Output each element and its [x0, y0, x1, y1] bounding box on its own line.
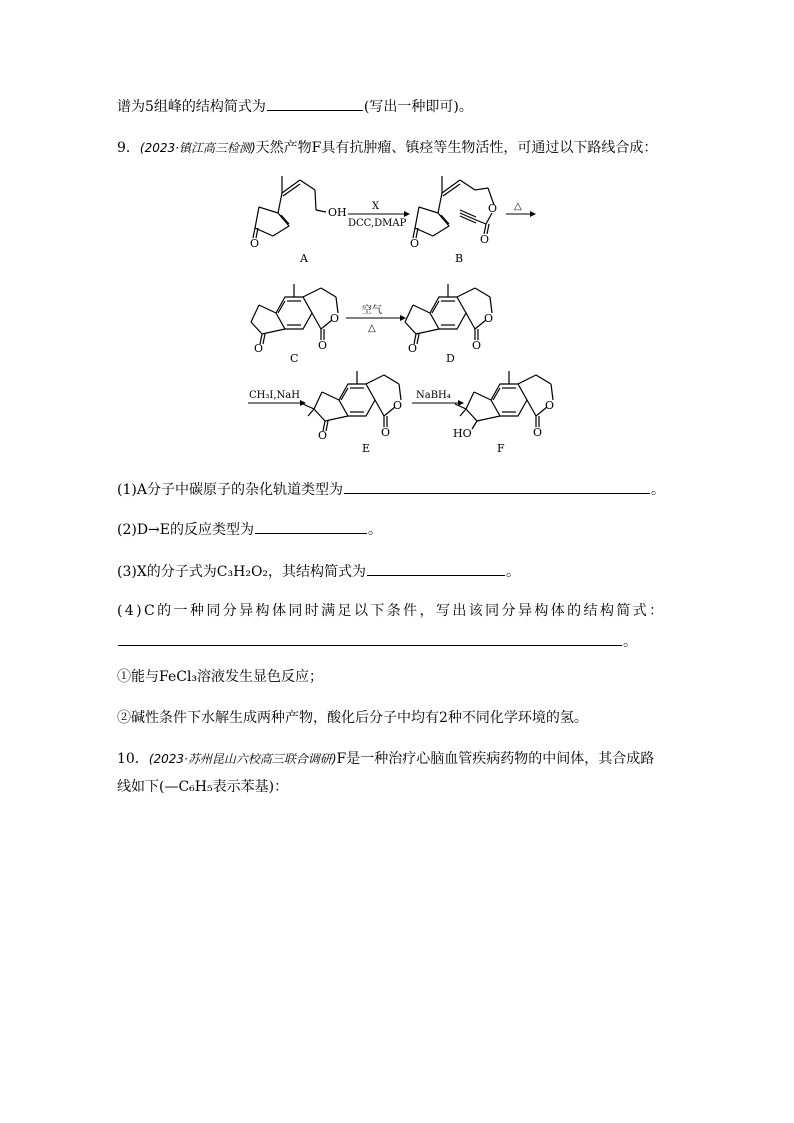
label-C: C — [290, 352, 299, 365]
answer-blank[interactable] — [255, 519, 367, 534]
answer-blank[interactable] — [367, 561, 505, 576]
svg-text:O: O — [488, 202, 498, 215]
answer-blank[interactable] — [344, 479, 650, 494]
q9-sub4: (4)C的一种同分异构体同时满足以下条件，写出该同分异构体的结构简式： — [117, 603, 666, 619]
answer-blank[interactable] — [118, 631, 622, 646]
svg-text:O: O — [381, 426, 391, 439]
svg-text:△: △ — [514, 201, 522, 212]
molecule-E — [303, 371, 401, 431]
molecule-C — [251, 284, 338, 344]
q9-cond1: ①能与FeCl₃溶液发生显色反应； — [117, 669, 324, 685]
atom-O: O — [250, 237, 260, 250]
svg-text:O: O — [545, 399, 555, 412]
svg-text:空气: 空气 — [362, 305, 382, 316]
molecule-B — [413, 176, 494, 238]
q9-sub2: (2)D→E的反应类型为 。 — [117, 519, 382, 540]
svg-text:O: O — [533, 426, 543, 439]
svg-text:O: O — [472, 339, 482, 352]
q9-cond2: ②碱性条件下水解生成两种产物，酸化后分子中均有2种不同化学环境的氢。 — [117, 710, 588, 726]
svg-text:NaBH₄: NaBH₄ — [416, 390, 451, 401]
svg-text:O: O — [410, 237, 420, 250]
label-A: A — [300, 252, 308, 265]
q10-intro: 10．(2023·苏州昆山六校高三联合调研)F是一种治疗心脑血管疾病药物的中间体，其合成路 — [117, 751, 655, 767]
q10-intro-line2: 线如下(—C₆H₅表示苯基)： — [117, 779, 289, 795]
svg-text:O: O — [318, 429, 328, 442]
q9-sub1: (1)A分子中碳原子的杂化轨道类型为 。 — [117, 479, 665, 500]
svg-text:CH₃I,NaH: CH₃I,NaH — [249, 390, 300, 401]
molecule-F — [455, 371, 553, 429]
q9-intro: 9．(2023·镇江高三检测)天然产物F具有抗肿瘤、镇痉等生物活性，可通过以下路线合成： — [117, 140, 658, 156]
label-E: E — [362, 442, 371, 455]
molecule-A — [253, 176, 326, 238]
q9-source: (2023·镇江高三检测) — [139, 141, 256, 155]
svg-text:△: △ — [368, 323, 376, 334]
svg-text:O: O — [318, 339, 328, 352]
molecule-D — [405, 284, 492, 344]
q10-source: (2023·苏州昆山六校高三联合调研) — [148, 752, 337, 766]
arrowhead-icon — [404, 211, 410, 217]
label-F: F — [497, 442, 505, 455]
svg-text:O: O — [393, 399, 403, 412]
svg-text:X: X — [372, 201, 380, 212]
top-line: 谱为5组峰的结构简式为 (写出一种即可)。 — [117, 96, 473, 117]
svg-text:DCC,DMAP: DCC,DMAP — [348, 218, 407, 229]
q9-sub3: (3)X的分子式为C₃H₂O₂，其结构简式为 。 — [117, 561, 520, 582]
svg-text:HO: HO — [453, 427, 472, 440]
label-B: B — [455, 252, 464, 265]
svg-text:O: O — [484, 312, 494, 325]
svg-text:O: O — [254, 342, 264, 355]
atom-OH: OH — [328, 206, 347, 219]
synthesis-scheme — [0, 0, 794, 470]
svg-text:O: O — [480, 233, 490, 246]
svg-text:O: O — [330, 312, 340, 325]
q9-sub4-answer: 。 — [117, 631, 637, 652]
label-D: D — [446, 352, 455, 365]
svg-text:O: O — [408, 342, 418, 355]
